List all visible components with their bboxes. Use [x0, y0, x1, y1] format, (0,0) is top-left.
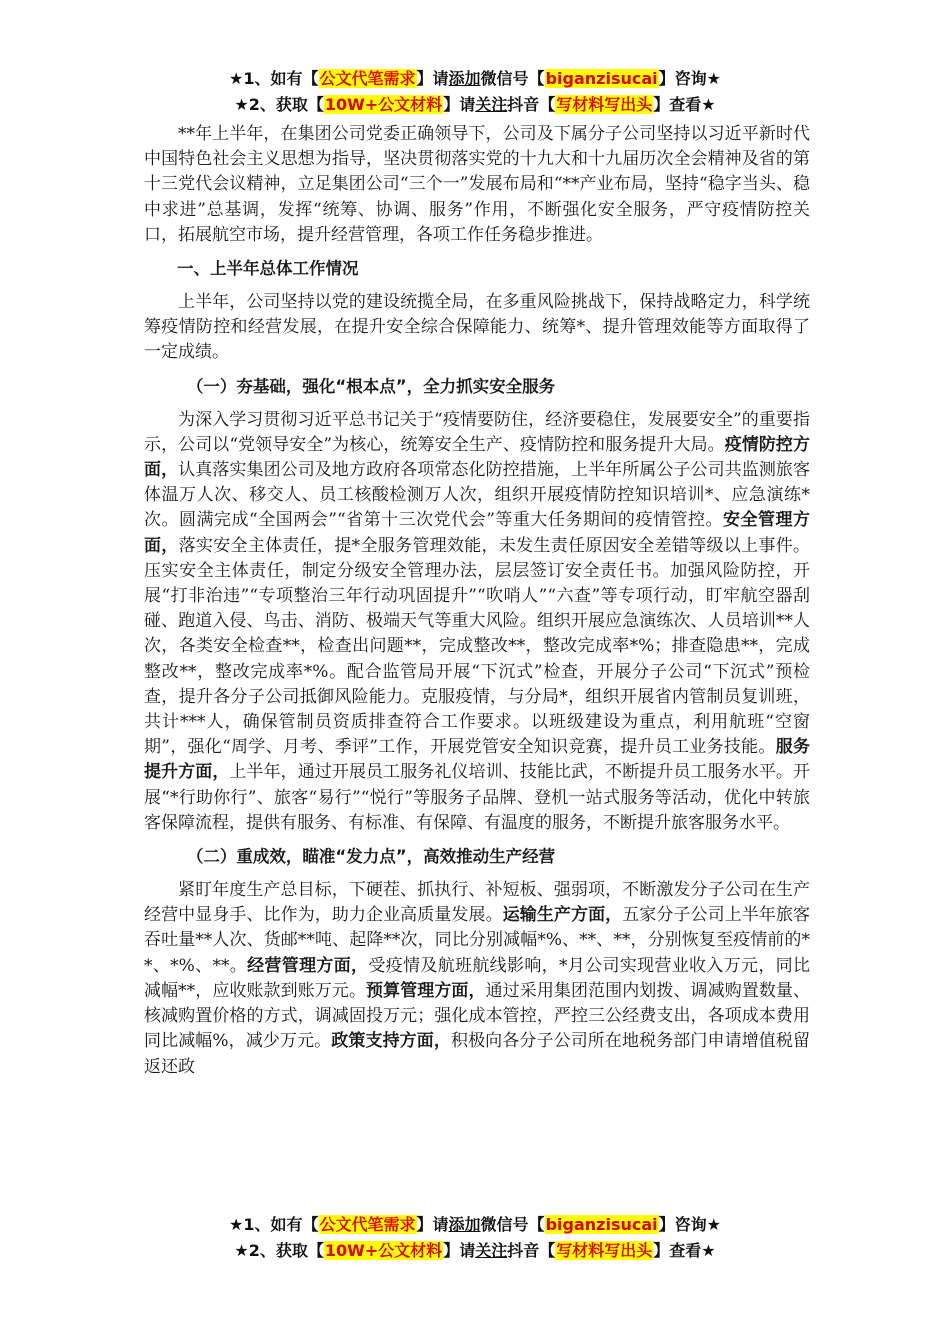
promo-text: 】查看★ — [653, 1241, 716, 1260]
promo-underlined: 添加 — [448, 1215, 481, 1234]
promo-text: 】请 — [416, 1215, 449, 1234]
paragraph-text: 受疫情及航班航线影响，*月公司实现营业收入万元，同比减幅**，应收账款到账万元。 — [144, 955, 811, 1001]
promo-banner-bottom — [0, 1212, 950, 1264]
section-heading: 一、上半年总体工作情况 — [177, 259, 359, 279]
promo-highlight: biganzisucai — [545, 1215, 658, 1234]
promo-banner-top — [0, 66, 950, 118]
promo-text: 】请 — [443, 1241, 476, 1260]
paragraph-text: 为深入学习贯彻习近平总书记关于“疫情要防住，经济要稳住，发展要安全”的重要指示，公司以“党领导安全”为核心，统筹安全生产、疫情防控和服务提升大局。 — [144, 409, 810, 455]
promo-text: ★1、如有【 — [229, 1215, 319, 1234]
paragraph-text: 积极向各分子公司所在地税务部门申请增值税留返还政 — [144, 1031, 811, 1077]
document-body — [144, 122, 810, 1080]
lead-in-bold: 运输生产方面， — [502, 905, 623, 926]
operations-paragraph — [144, 878, 810, 1080]
promo-highlight: 写材料写出头 — [556, 95, 653, 114]
paragraph-text: 落实安全主体责任，提*全服务管理效能，未发生责任原因安全差错等级以上事件。压实安全主体责任，制定分级安全管理办法，层层签订安全责任书。加强风险防控，开展“打非治违”“专项整治三年行动巩固提升”“吹哨人”“六查”等专项行动，盯牢航空器刮碰、跑道入侵、鸟击、消防、极端天气等重大风险。组织开展应急演练次、人员培训**人次，各类安全检查**，检查出问题**，完成整改**，整改完成率*%；排查隐患**，完成整改**，整改完成率*%。配合监管局开展“下沉式”检查，开展分子公司“下沉式”预检查，提升各分子公司抵御风险能力。克服疫情，与分局*，组织开展省内管制员复训班，共计***人，确保管制员资质排查符合工作要求。以班级建设为重点，利用航班“空窗期”，强化“周学、月考、季评”工作，开展党管安全知识竞赛，提升员工业务技能。 — [144, 535, 811, 758]
paragraph-text: 紧盯年度生产总目标，下硬茬、抓执行、补短板、强弱项，不断激发分子公司在生产经营中显身手、比作为，助力企业高质量发展。 — [144, 880, 810, 926]
promo-line-2 — [0, 1238, 950, 1264]
promo-text: 】咨询★ — [658, 1215, 721, 1234]
subsection-heading-1: （一）夯基础，强化“根本点”，全力抓实安全服务 — [186, 376, 556, 396]
subsection-heading-2: （二）重成效，瞄准“发力点”，高效推动生产经营 — [186, 847, 556, 867]
promo-highlight: biganzisucai — [545, 69, 658, 88]
promo-text: 微信号【 — [480, 1215, 545, 1234]
promo-underlined: 添加 — [448, 69, 481, 88]
promo-highlight: 公文代笔需求 — [319, 69, 416, 88]
paragraph-text: 五家分子公司上半年旅客吞吐量**人次、货邮**吨、起降**次，同比分别减幅*%、**、**，分别恢复至疫情前的**、*%、**。 — [144, 905, 811, 976]
promo-highlight: 公文代笔需求 — [319, 1215, 416, 1234]
promo-text: 】请 — [443, 95, 476, 114]
promo-text: ★2、获取【 — [234, 1241, 324, 1260]
promo-text: 抖音【 — [507, 1241, 556, 1260]
promo-highlight: 10W+公文材料 — [324, 1241, 443, 1260]
promo-highlight: 10W+公文材料 — [324, 95, 443, 114]
lead-in-bold: 政策支持方面， — [331, 1031, 451, 1052]
intro-paragraph: **年上半年，在集团公司党委正确领导下，公司及下属分子公司坚持以习近平新时代中国特色社会主义思想为指导，坚决贯彻落实党的十九大和十九届历次全会精神及省的第十三党代会议精神，立足集团公司“三个一”发展布局和“**产业布局，坚持“稳字当头、稳中求进”总基调，发挥“统筹、协调、服务”作用，不断强化安全服务，严守疫情防控关口，拓展航空市场，提升经营管理，各项工作任务稳步推进。 — [144, 124, 810, 245]
promo-text: 抖音【 — [507, 95, 556, 114]
lead-in-bold: 预算管理方面， — [366, 980, 486, 1001]
promo-text: 微信号【 — [480, 69, 545, 88]
paragraph-text: 上半年，通过开展员工服务礼仪培训、技能比武，不断提升员工服务水平。开展“*行助你行”、旅客“易行”“悦行”等服务子品牌、登机一站式服务等活动，优化中转旅客保障流程，提供有服务、有标准、有保障、有温度的服务，不断提升旅客服务水平。 — [144, 762, 811, 833]
promo-text: 】请 — [416, 69, 449, 88]
paragraph-text: 认真落实集团公司及地方政府各项常态化防控措施，上半年所属公子公司共监测旅客体温万人次、移交人、员工核酸检测万人次，组织开展疫情防控知识培训*、应急演练*次。圆满完成“全国两会”“省第十三次党代会”等重大任务期间的疫情管控。 — [144, 460, 811, 531]
promo-text: 】咨询★ — [658, 69, 721, 88]
promo-highlight: 写材料写出头 — [556, 1241, 653, 1260]
promo-underlined: 关注 — [475, 95, 508, 114]
promo-text: ★1、如有【 — [229, 69, 319, 88]
promo-text: 】查看★ — [653, 95, 716, 114]
lead-in-bold: 经营管理方面， — [247, 955, 369, 976]
promo-underlined: 关注 — [475, 1241, 508, 1260]
promo-line-1 — [0, 1212, 950, 1238]
overview-paragraph: 上半年，公司坚持以党的建设统揽全局，在多重风险挑战下，保持战略定力，科学统筹疫情防控和经营发展，在提升安全综合保障能力、统筹*、提升管理效能等方面取得了一定成绩。 — [144, 292, 810, 363]
paragraph-text: 通过采用集团范围内划拨、调减购置数量、核减购置价格的方式，调减固投万元；强化成本管控，严控三公经费支出，各项成本费用同比减幅%，减少万元。 — [144, 980, 811, 1052]
lead-in-bold: 安全管理方面， — [144, 510, 811, 556]
lead-in-bold: 疫情防控方面， — [144, 434, 811, 481]
promo-text: ★2、获取【 — [234, 95, 324, 114]
promo-line-1 — [0, 66, 950, 92]
safety-service-paragraph — [144, 408, 810, 836]
lead-in-bold: 服务提升方面， — [144, 737, 810, 783]
promo-line-2 — [0, 92, 950, 118]
